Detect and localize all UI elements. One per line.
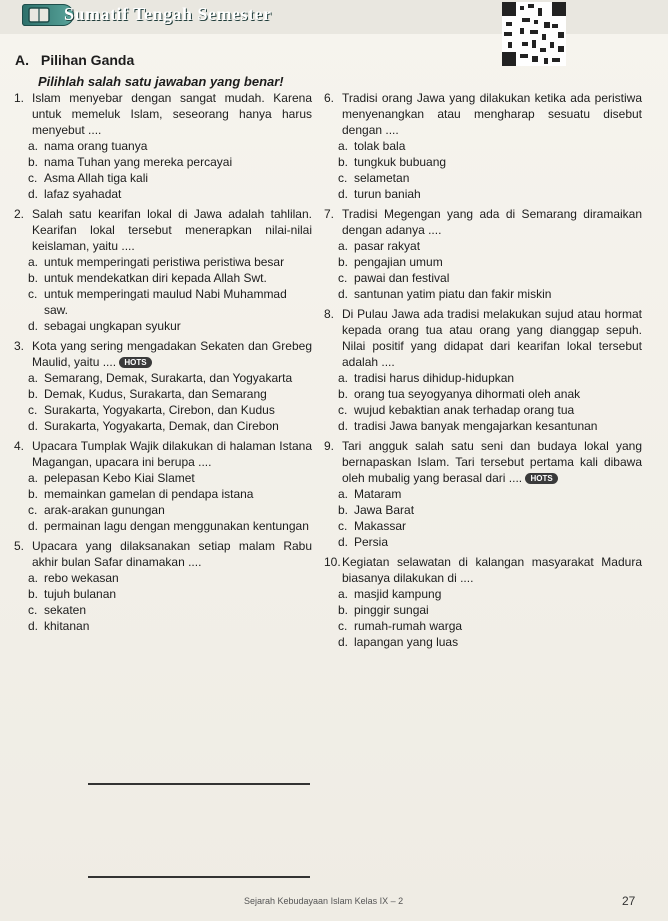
page-title: Sumatif Tengah Semester: [64, 4, 272, 24]
answer-option[interactable]: [28, 254, 312, 270]
answer-option[interactable]: [338, 386, 642, 402]
answer-option[interactable]: [28, 170, 312, 186]
option-letter: c.: [28, 403, 38, 417]
answer-option[interactable]: [28, 502, 312, 518]
answer-option[interactable]: [338, 170, 642, 186]
answer-option[interactable]: [338, 418, 642, 434]
option-letter: c.: [28, 287, 38, 301]
answer-option[interactable]: [338, 402, 642, 418]
option-letter: c.: [28, 171, 38, 185]
option-letter: a.: [338, 139, 349, 153]
answer-option[interactable]: [28, 570, 312, 586]
answer-option[interactable]: [338, 586, 642, 602]
answer-option[interactable]: [338, 634, 642, 650]
option-text: Jawa Barat: [354, 503, 415, 517]
question-number: 4.: [14, 439, 25, 453]
question-text: Tradisi Megengan yang ada di Semarang diramaikan dengan adanya ....: [342, 207, 642, 237]
question-item: [14, 438, 312, 534]
answer-option[interactable]: [338, 254, 642, 270]
option-text: tolak bala: [354, 139, 406, 153]
dashed-border-bottom: [88, 876, 310, 878]
option-text: tradisi harus dihidup-hidupkan: [354, 371, 515, 385]
option-letter: b.: [28, 587, 39, 601]
option-text: Surakarta, Yogyakarta, Cirebon, dan Kudus: [44, 403, 275, 417]
option-letter: a.: [338, 371, 349, 385]
option-letter: b.: [338, 255, 349, 269]
option-letter: d.: [338, 287, 349, 301]
option-text: untuk mendekatkan diri kepada Allah Swt.: [44, 271, 267, 285]
option-letter: d.: [338, 419, 349, 433]
option-text: permainan lagu dengan menggunakan kentungan: [44, 519, 309, 533]
section-label: A.: [15, 52, 29, 68]
option-text: Mataram: [354, 487, 402, 501]
option-text: lapangan yang luas: [354, 635, 459, 649]
option-letter: a.: [338, 239, 349, 253]
question-text: Upacara Tumplak Wajik dilakukan di halaman Istana Magangan, upacara ini berupa ....: [32, 439, 312, 469]
answer-option[interactable]: [338, 154, 642, 170]
option-text: tradisi Jawa banyak mengajarkan kesantunan: [354, 419, 598, 433]
option-text: lafaz syahadat: [44, 187, 122, 201]
question-item: [14, 206, 312, 334]
book-icon: [28, 6, 50, 24]
question-text: Islam menyebar dengan sangat mudah. Karena untuk memeluk Islam, seseorang hanya harus menyebut ....: [32, 91, 312, 137]
answer-option[interactable]: [28, 586, 312, 602]
hots-badge: HOTS: [119, 357, 151, 368]
option-text: nama Tuhan yang mereka percayai: [44, 155, 233, 169]
option-text: rebo wekasan: [44, 571, 119, 585]
instruction: Pilihlah salah satu jawaban yang benar!: [38, 74, 284, 89]
answer-option[interactable]: [28, 286, 312, 318]
option-text: nama orang tuanya: [44, 139, 148, 153]
option-text: rumah-rumah warga: [354, 619, 463, 633]
option-letter: d.: [28, 319, 39, 333]
option-letter: a.: [28, 139, 39, 153]
option-text: tujuh bulanan: [44, 587, 117, 601]
page-number: 27: [622, 894, 636, 908]
hots-badge: HOTS: [525, 473, 557, 484]
option-text: pasar rakyat: [354, 239, 421, 253]
option-text: memainkan gamelan di pendapa istana: [44, 487, 254, 501]
footer-text: Sejarah Kebudayaan Islam Kelas IX – 2: [244, 896, 404, 906]
option-letter: c.: [28, 503, 38, 517]
option-text: untuk memperingati maulud Nabi Muhammad saw.: [44, 287, 287, 317]
question-item: [324, 90, 642, 202]
question-item: [324, 206, 642, 302]
answer-option[interactable]: [28, 618, 312, 634]
option-text: santunan yatim piatu dan fakir miskin: [354, 287, 552, 301]
option-letter: a.: [28, 571, 39, 585]
question-number: 8.: [324, 307, 335, 321]
answer-option[interactable]: [338, 238, 642, 254]
section-title: Pilihan Ganda: [40, 52, 135, 68]
answer-option[interactable]: [28, 154, 312, 170]
option-text: tungkuk bubuang: [354, 155, 447, 169]
answer-option[interactable]: [28, 402, 312, 418]
question-item: [14, 538, 312, 634]
left-column: [14, 90, 312, 638]
option-letter: d.: [28, 187, 39, 201]
option-text: Surakarta, Yogyakarta, Demak, dan Cirebon: [44, 419, 279, 433]
question-number: 7.: [324, 207, 335, 221]
qr-code: [502, 2, 566, 66]
answer-option[interactable]: [28, 270, 312, 286]
answer-option[interactable]: [28, 386, 312, 402]
answer-option[interactable]: [338, 370, 642, 386]
question-number: 3.: [14, 339, 25, 353]
question-text: Upacara yang dilaksanakan setiap malam Rabu akhir bulan Safar dinamakan ....: [32, 539, 312, 569]
option-letter: d.: [338, 635, 349, 649]
answer-option[interactable]: [28, 186, 312, 202]
question-number: 2.: [14, 207, 25, 221]
answer-option[interactable]: [28, 318, 312, 334]
right-column: [324, 90, 642, 654]
option-letter: d.: [28, 419, 39, 433]
answer-option[interactable]: [338, 486, 642, 502]
answer-option[interactable]: [28, 486, 312, 502]
section-heading: [15, 52, 134, 68]
option-text: masjid kampung: [354, 587, 442, 601]
option-text: orang tua seyogyanya dihormati oleh anak: [354, 387, 581, 401]
question-item: [324, 306, 642, 434]
option-text: selametan: [354, 171, 410, 185]
question-number: 6.: [324, 91, 335, 105]
option-letter: b.: [28, 487, 39, 501]
question-text: Tradisi orang Jawa yang dilakukan ketika ada peristiwa menyenangkan atau mengharap sesuatu disebut dengan ....: [342, 91, 642, 137]
option-letter: a.: [338, 487, 349, 501]
option-text: Asma Allah tiga kali: [44, 171, 149, 185]
answer-option[interactable]: [28, 138, 312, 154]
answer-option[interactable]: [28, 518, 312, 534]
option-letter: b.: [338, 603, 349, 617]
option-letter: b.: [28, 387, 39, 401]
option-letter: b.: [338, 155, 349, 169]
option-letter: d.: [28, 519, 39, 533]
question-item: [14, 90, 312, 202]
answer-option[interactable]: [28, 418, 312, 434]
option-letter: b.: [338, 387, 349, 401]
option-letter: d.: [338, 187, 349, 201]
answer-option[interactable]: [28, 370, 312, 386]
option-letter: c.: [338, 171, 348, 185]
answer-option[interactable]: [338, 286, 642, 302]
option-letter: a.: [28, 471, 39, 485]
option-letter: b.: [28, 155, 39, 169]
option-text: khitanan: [44, 619, 90, 633]
option-letter: c.: [338, 619, 348, 633]
question-number: 1.: [14, 91, 25, 105]
option-text: arak-arakan gunungan: [44, 503, 165, 517]
option-text: Demak, Kudus, Surakarta, dan Semarang: [44, 387, 267, 401]
question-text: Di Pulau Jawa ada tradisi melakukan sujud atau hormat kepada orang tua atau orang yang dianggap sepuh. Nilai positif yang didapat dari kearifan lokal tersebut adalah ....: [342, 307, 642, 369]
option-letter: c.: [338, 519, 348, 533]
answer-option[interactable]: [338, 138, 642, 154]
question-text: Kegiatan selawatan di kalangan masyarakat Madura biasanya dilakukan di ....: [342, 555, 642, 585]
option-letter: d.: [28, 619, 39, 633]
option-letter: d.: [338, 535, 349, 549]
option-text: Makassar: [354, 519, 407, 533]
option-letter: b.: [338, 503, 349, 517]
header-banner: [0, 0, 668, 34]
option-text: sekaten: [44, 603, 87, 617]
option-text: pengajian umum: [354, 255, 443, 269]
option-text: wujud kebaktian anak terhadap orang tua: [354, 403, 575, 417]
answer-option[interactable]: [338, 518, 642, 534]
question-text: Kota yang sering mengadakan Sekaten dan Grebeg Maulid, yaitu .... HOTS: [32, 339, 312, 369]
question-number: 10.: [324, 555, 341, 569]
question-item: [324, 438, 642, 550]
question-number: 9.: [324, 439, 335, 453]
option-letter: c.: [338, 271, 348, 285]
option-letter: a.: [338, 587, 349, 601]
dashed-border-top: [88, 783, 310, 785]
question-number: 5.: [14, 539, 25, 553]
option-letter: a.: [28, 255, 39, 269]
answer-option[interactable]: [338, 534, 642, 550]
option-text: pelepasan Kebo Kiai Slamet: [44, 471, 195, 485]
question-item: [14, 338, 312, 434]
option-text: pinggir sungai: [354, 603, 429, 617]
option-letter: c.: [338, 403, 348, 417]
option-letter: c.: [28, 603, 38, 617]
answer-option[interactable]: [338, 618, 642, 634]
answer-option[interactable]: [338, 270, 642, 286]
question-text: Tari angguk salah satu seni dan budaya lokal yang bernapaskan Islam. Tari tersebut pertama kali dibawa oleh mubalig yang berasal dari .... HOTS: [342, 439, 642, 485]
option-text: pawai dan festival: [354, 271, 450, 285]
question-text: Salah satu kearifan lokal di Jawa adalah tahlilan. Kearifan lokal tersebut menerapkan nilai-nilai keislaman, yaitu ....: [32, 207, 312, 253]
option-text: turun baniah: [354, 187, 421, 201]
option-text: untuk memperingati peristiwa peristiwa besar: [44, 255, 285, 269]
option-text: Persia: [354, 535, 389, 549]
answer-option[interactable]: [338, 186, 642, 202]
answer-option[interactable]: [28, 470, 312, 486]
answer-option[interactable]: [338, 502, 642, 518]
option-text: sebagai ungkapan syukur: [44, 319, 181, 333]
question-item: [324, 554, 642, 650]
answer-option[interactable]: [338, 602, 642, 618]
option-letter: b.: [28, 271, 39, 285]
option-text: Semarang, Demak, Surakarta, dan Yogyakarta: [44, 371, 293, 385]
option-letter: a.: [28, 371, 39, 385]
answer-option[interactable]: [28, 602, 312, 618]
